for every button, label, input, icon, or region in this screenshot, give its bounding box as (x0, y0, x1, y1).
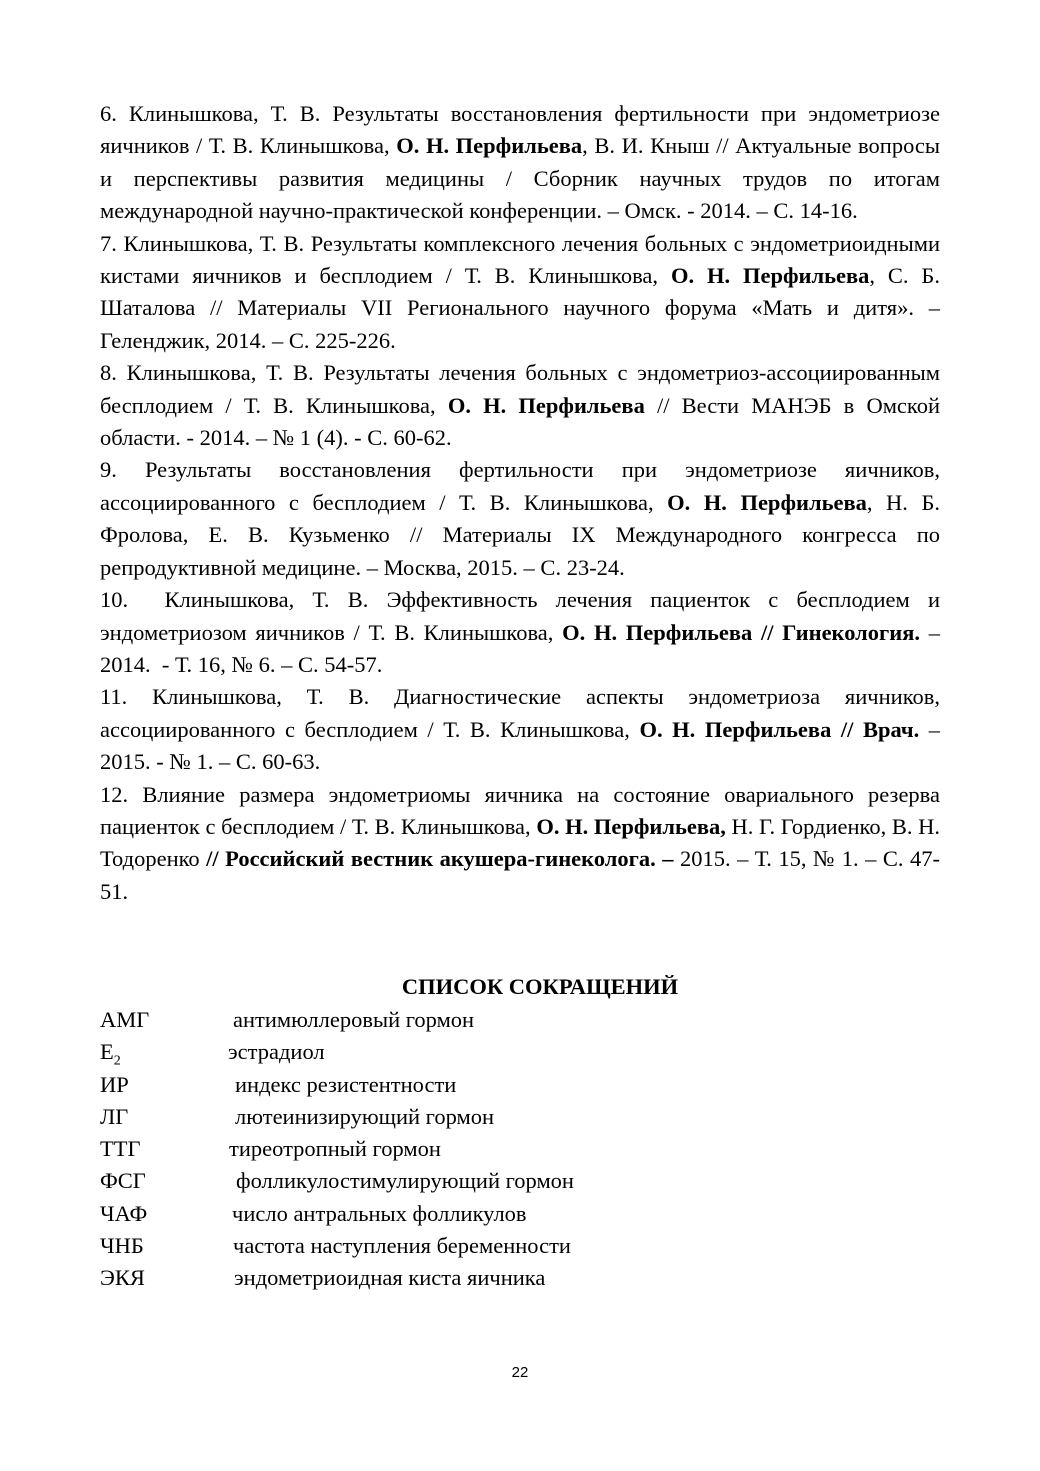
abbreviation-term (100, 1165, 146, 1197)
reference-text: Клинышкова, Т. В. Результаты лечения больных с эндометриоз-ассоциированным бесплодием / Т. В. Клинышкова, (100, 360, 940, 418)
abbreviation-definition: фолликулостимулирующий гормон (236, 1168, 574, 1194)
reference-text: Клинышкова, Т. В. Диагностические аспекты эндометриоза яичников, ассоциированного с бесплодием / Т. В. Клинышкова, (100, 684, 940, 742)
abbreviations-list (100, 1004, 940, 1295)
reference-text: Клинышкова, Т. В. Результаты восстановления фертильности при эндометриозе яичников / Т. В. Клинышкова, (100, 101, 940, 159)
reference-text: Клинышкова, Т. В. Эффективность лечения пациенток с бесплодием и эндометриозом яичников / Т. В. Клинышкова, (100, 587, 946, 645)
reference-author-bold: О. Н. Перфильева (447, 392, 645, 418)
reference-journal-bold: // Врач. (840, 716, 920, 742)
reference-item (100, 357, 940, 454)
abbreviation-definition: эндометриоидная киста яичника (234, 1265, 546, 1291)
reference-item (100, 681, 940, 778)
abbreviation-term (100, 1133, 141, 1165)
reference-journal-bold: // Российский вестник акушера-гинеколога. – (206, 846, 674, 872)
abbreviation-term (100, 1198, 147, 1230)
abbreviation-row (100, 1262, 940, 1294)
reference-number: 8. (100, 360, 117, 386)
reference-text (752, 620, 761, 645)
reference-text: – 2015. - № 1. – С. 60-63. (100, 716, 941, 775)
reference-text: , Н. Б. Фролова, Е. В. Кузьменко // Материалы IX Международного конгресса по репродуктивной медицине. – Москва, 2015. – С. 23-24. (100, 489, 940, 580)
reference-text (831, 717, 841, 742)
reference-text: Н. Г. Гордиенко, В. Н. Тодоренко (100, 813, 940, 872)
reference-number: 6. (100, 101, 117, 126)
abbreviation-definition: индекс резистентности (235, 1071, 457, 1097)
abbreviation-term-text: ИР (100, 1071, 129, 1097)
reference-author-bold: О. Н. Перфильева (639, 716, 832, 742)
reference-item (100, 584, 946, 681)
reference-number: 9. (100, 457, 117, 483)
abbreviation-term-subscript: 2 (113, 1053, 121, 1069)
abbreviation-definition: антимюллеровый гормон (233, 1007, 475, 1032)
abbreviation-term (100, 1230, 144, 1262)
reference-author-bold: О. Н. Перфильева (670, 263, 870, 289)
reference-author-bold: О. Н. Перфильева (396, 133, 583, 159)
reference-text: – 2014. - Т. 16, № 6. – С. 54-57. (100, 619, 946, 677)
abbreviation-term-text: АМГ (100, 1007, 150, 1032)
abbreviation-definition: число антральных фолликулов (232, 1200, 527, 1226)
reference-author-bold: О. Н. Перфильева, (536, 813, 726, 839)
abbreviation-term (100, 1101, 128, 1133)
reference-item (100, 454, 940, 584)
abbreviation-term-text: ЛГ (100, 1103, 129, 1129)
abbreviation-row (100, 1165, 940, 1197)
abbreviation-term (100, 1262, 145, 1294)
abbreviation-term-text: ЧАФ (100, 1200, 148, 1226)
abbreviation-row (100, 1101, 940, 1133)
reference-text: // Вести МАНЭБ в Омской области. - 2014. – № 1 (4). - С. 60-62. (100, 392, 940, 451)
abbreviation-term (100, 1036, 121, 1068)
abbreviation-term (100, 1069, 129, 1101)
reference-journal-bold: // Гинекология. (760, 619, 921, 645)
reference-item (100, 98, 940, 228)
reference-item (100, 228, 940, 358)
abbreviation-term-text: Е (100, 1039, 114, 1065)
abbreviation-term-text: ТТГ (100, 1136, 141, 1162)
reference-author-bold: О. Н. Перфильева (667, 489, 867, 515)
reference-author-bold: О. Н. Перфильева (562, 619, 753, 645)
abbreviation-row (100, 1230, 940, 1262)
abbreviation-row (100, 1036, 940, 1068)
abbreviation-term (100, 1004, 149, 1036)
reference-text: , С. Б. Шаталова // Материалы VII Регионального научного форума «Мать и дитя». – Геленджик, 2014. – С. 225-226. (100, 263, 940, 353)
abbreviation-row (100, 1198, 940, 1230)
abbreviation-definition: эстрадиол (228, 1039, 325, 1065)
abbreviation-term-text: ФСГ (100, 1168, 146, 1194)
reference-number: 7. (100, 230, 117, 256)
abbreviation-row (100, 1133, 940, 1165)
abbreviation-definition: частота наступления беременности (233, 1233, 571, 1259)
reference-text: Результаты восстановления фертильности при эндометриозе яичников, ассоциированного с бесплодием / Т. В. Клинышкова, (100, 457, 940, 515)
abbreviation-definition: тиреотропный гормон (229, 1136, 441, 1162)
reference-number: 10. (100, 587, 129, 613)
abbreviation-term-text: ЭКЯ (100, 1265, 145, 1291)
abbreviation-term-text: ЧНБ (100, 1233, 144, 1259)
reference-text: Клинышкова, Т. В. Результаты комплексного лечения больных с эндометриоидными кистами яичников и бесплодием / Т. В. Клинышкова, (100, 230, 940, 289)
reference-text: , В. И. Кныш // Актуальные вопросы и перспективы развития медицины / Сборник научных трудов по итогам международной научно-практической конференции. – Омск. - 2014. – С. 14-16. (100, 133, 940, 224)
page-number: 22 (511, 1364, 529, 1381)
reference-number: 11. (100, 684, 128, 710)
abbreviation-definition: лютеинизирующий гормон (235, 1103, 495, 1129)
abbreviation-row (100, 1004, 940, 1036)
reference-list (100, 98, 946, 908)
abbreviations-heading: СПИСОК СОКРАЩЕНИЙ (401, 974, 679, 999)
reference-text: 2015. – Т. 15, № 1. – С. 47-51. (100, 846, 940, 904)
abbreviation-row (100, 1069, 940, 1101)
reference-number: 12. (100, 781, 129, 807)
reference-item (100, 779, 940, 909)
reference-text: Влияние размера эндометриомы яичника на состояние овариального резерва пациенток с бесплодием / Т. В. Клинышкова, (100, 781, 940, 839)
